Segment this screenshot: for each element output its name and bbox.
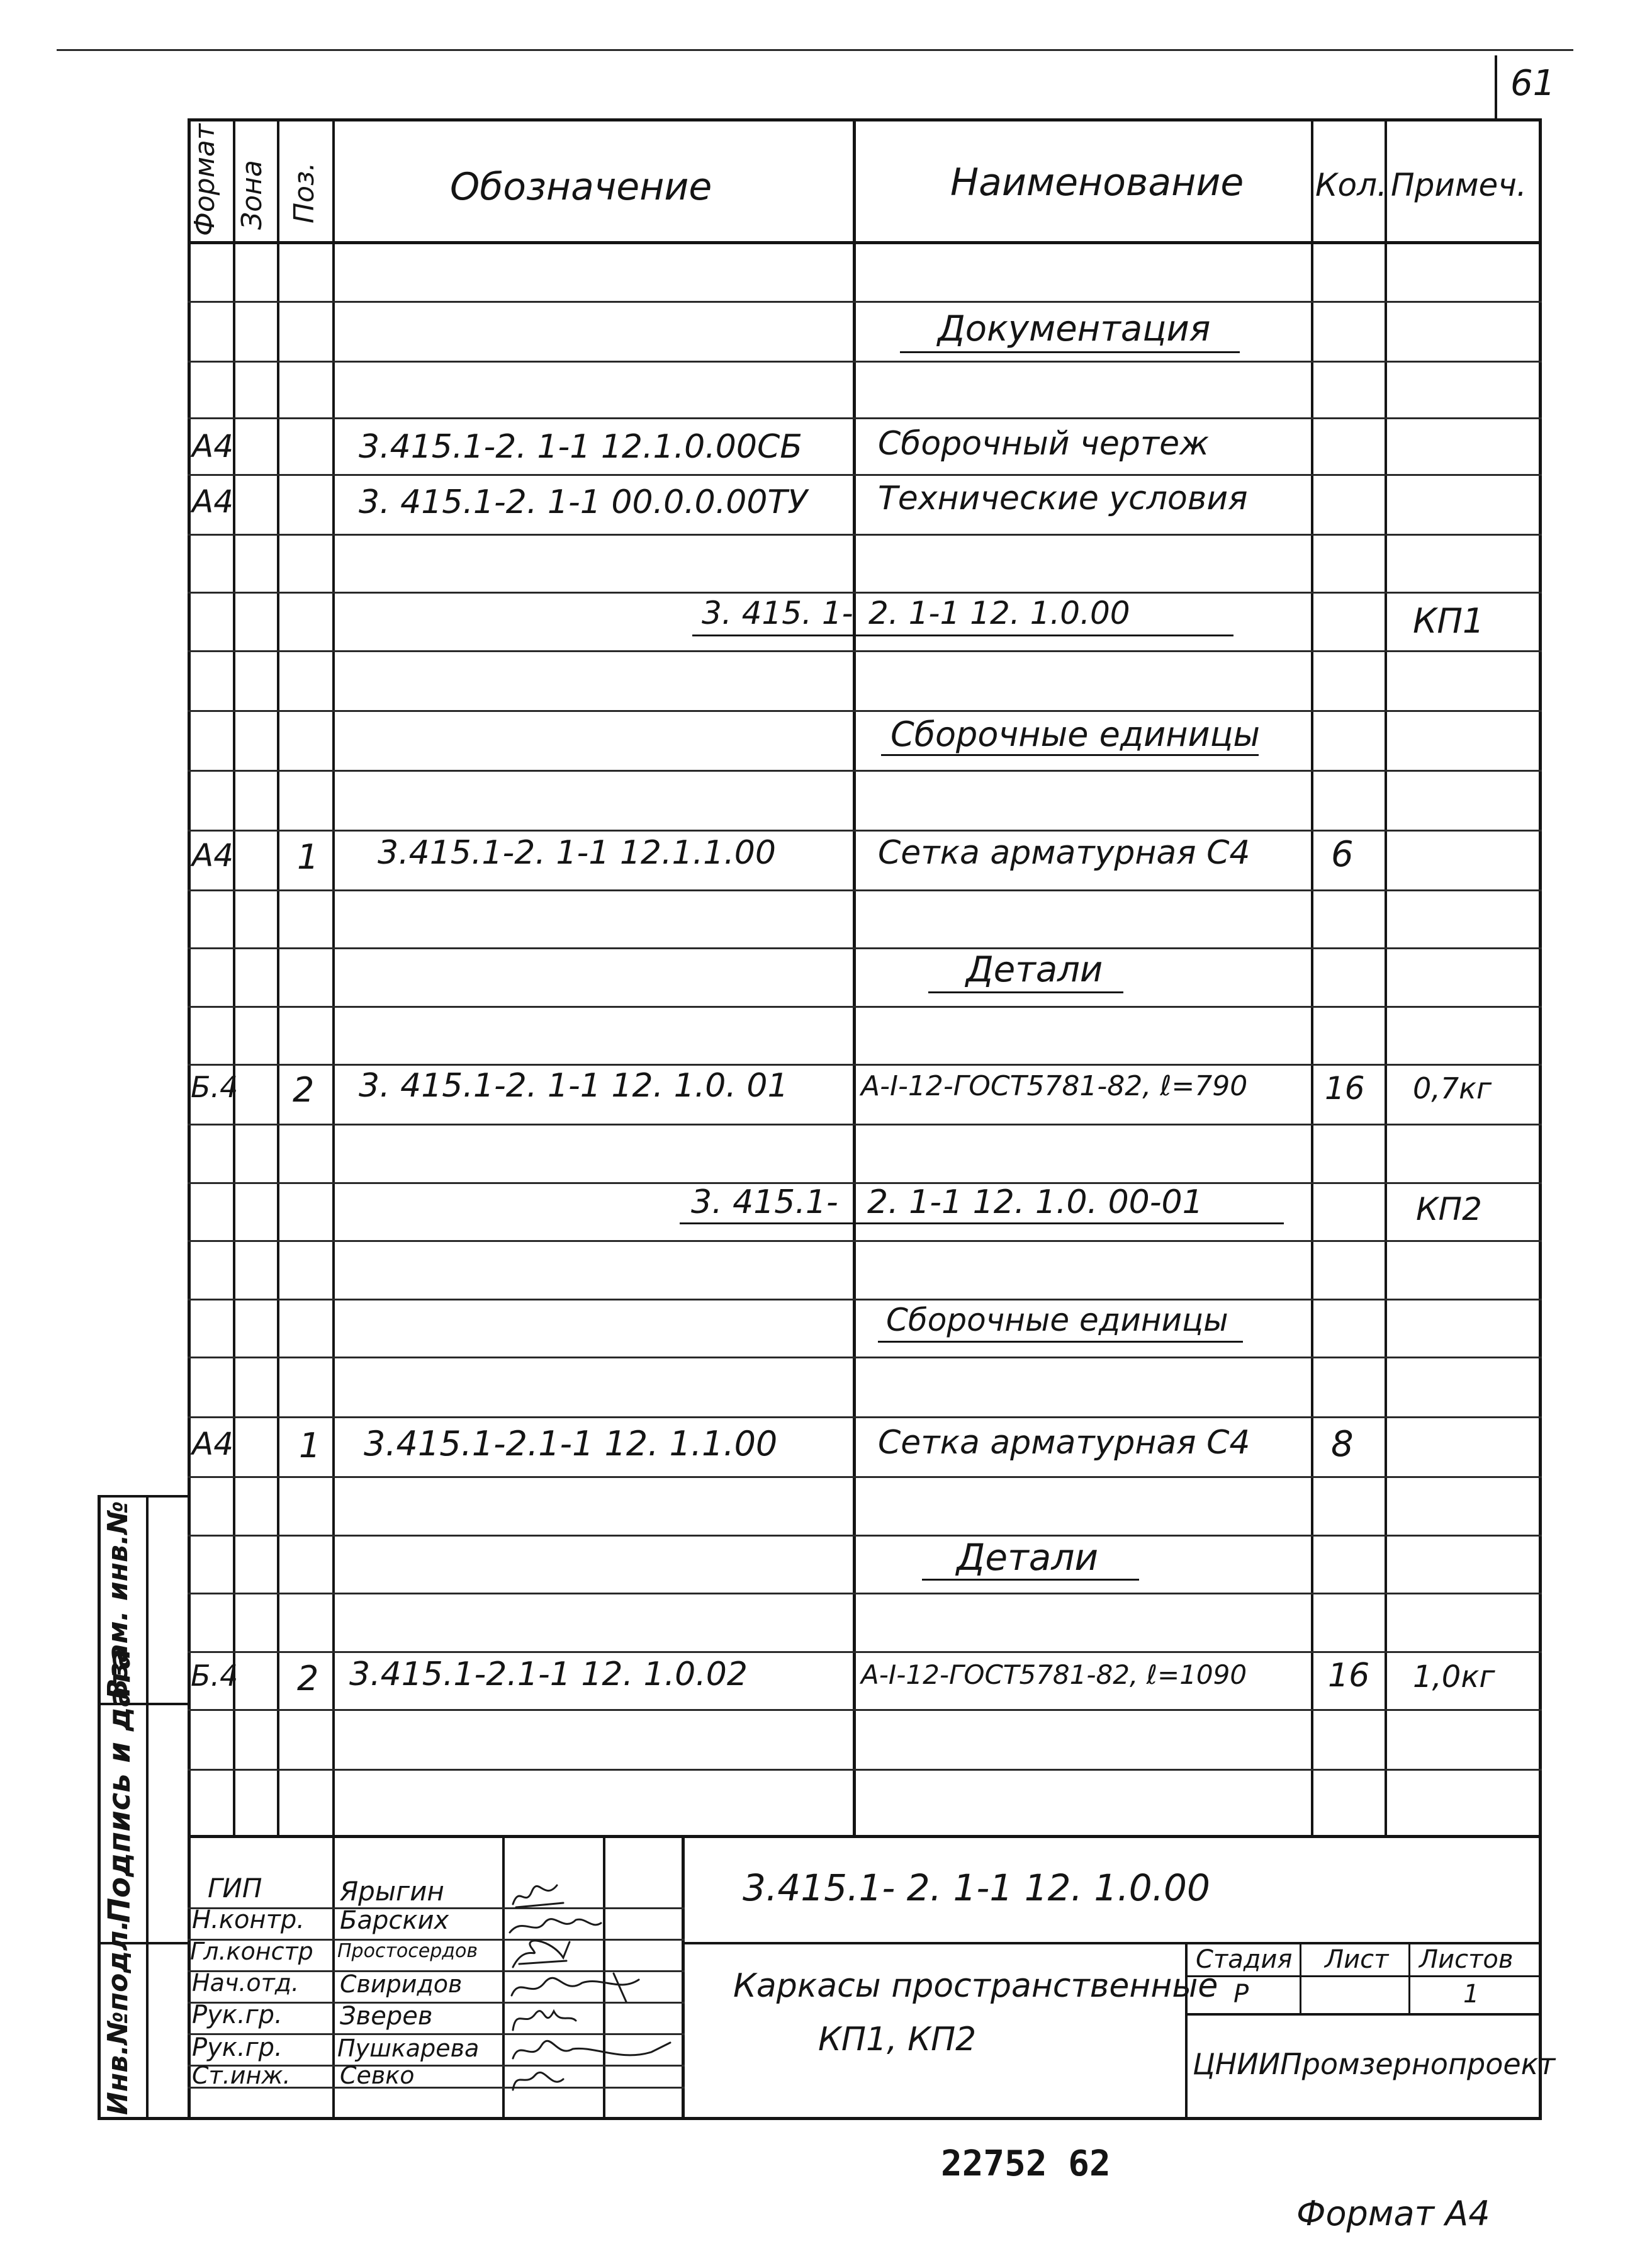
signature-7: [513, 2072, 563, 2090]
row-format: А4: [192, 837, 234, 874]
row-pos: 1: [297, 837, 319, 877]
tb-role: Рук.гр.: [192, 2033, 283, 2062]
tb-code-bottom: [682, 1942, 1542, 1944]
side-label-vzam-inv: Взам. инв.№: [102, 1501, 134, 1700]
row-designation: 3. 415.1-2. 1-1 12. 1.0. 01: [359, 1067, 789, 1105]
row-qty: 16: [1325, 1070, 1365, 1107]
tb-col-name: [502, 1835, 505, 2118]
row-format: А4: [192, 428, 234, 465]
row-format: А4: [192, 1426, 234, 1462]
tb-role: Ст.инж.: [192, 2062, 291, 2089]
section-details: Детали: [966, 949, 1103, 990]
row-qty: 6: [1331, 834, 1354, 875]
tb-role: ГИП: [208, 1873, 262, 1904]
section-assembly-units: Сборочные единицы: [886, 1302, 1228, 1338]
row-designation: 3. 415. 1-: [702, 595, 853, 631]
signature-2: [510, 1919, 601, 1932]
section-details: Детали: [957, 1536, 1099, 1579]
row-rule: [188, 1240, 1542, 1242]
side-label-podpis-data: Подпись и дата: [102, 1649, 137, 1923]
frame-bottom: [188, 2117, 1542, 2120]
tb-person: Пушкарева: [337, 2034, 480, 2062]
side-stamp-mid: [146, 1495, 149, 2120]
signature-6: [513, 2041, 670, 2058]
underline: [928, 991, 1123, 993]
tb-stage-value: Р: [1233, 1980, 1249, 2009]
tb-role: Н.контр.: [192, 1905, 305, 1934]
row-note: КП2: [1416, 1191, 1482, 1227]
row-rule: [188, 830, 1542, 832]
tb-col-date: [682, 1835, 685, 2118]
row-format: А4: [192, 483, 234, 520]
tb-sheets-label: Листов: [1419, 1945, 1514, 1974]
row-rule: [188, 301, 1542, 303]
row-name: 2. 1-1 12. 1.0. 00-01: [867, 1183, 1203, 1221]
col-sep-format: [233, 118, 235, 1838]
page-top-rule: [57, 49, 1573, 51]
signature-1: [513, 1885, 563, 1907]
section-assembly-units: Сборочные единицы: [891, 714, 1261, 754]
col-sep-qty: [1385, 118, 1387, 1838]
tb-role: Нач.отд.: [192, 1969, 300, 1997]
tb-info-col: [1408, 1942, 1410, 2014]
tb-role: Рук.гр.: [192, 2000, 283, 2029]
header-bottom: [188, 241, 1542, 244]
col-sep-zone: [277, 118, 279, 1838]
row-designation: 3.415.1-2. 1-1 12.1.1.00: [378, 834, 776, 872]
row-name: Сборочный чертеж: [878, 425, 1209, 463]
row-rule: [188, 1535, 1542, 1537]
row-note: 1,0кг: [1413, 1659, 1495, 1695]
signatures-drawing: [507, 1873, 677, 2118]
tb-person: Зверев: [340, 2002, 433, 2031]
row-rule: [188, 1593, 1542, 1594]
row-rule: [188, 534, 1542, 536]
tb-info-col: [1300, 1942, 1301, 2014]
tb-info-row: [1185, 2013, 1542, 2016]
header-format: Формат: [189, 123, 221, 236]
tb-title-line2: КП1, КП2: [818, 2021, 977, 2058]
row-note: КП1: [1413, 601, 1485, 641]
section-documentation: Документация: [938, 308, 1211, 349]
tb-person: Севко: [340, 2062, 415, 2089]
tb-person: Ярыгин: [340, 1876, 444, 1907]
side-stamp-left: [98, 1495, 101, 2120]
tb-info-row: [1185, 1975, 1542, 1977]
row-rule: [188, 889, 1542, 891]
row-rule: [188, 1357, 1542, 1358]
frame-top: [188, 118, 1542, 121]
row-rule: [188, 650, 1542, 652]
header-qty: Кол.: [1315, 167, 1387, 203]
header-name: Наименование: [950, 161, 1244, 205]
tb-stage-label: Стадия: [1196, 1945, 1293, 1974]
row-rule: [188, 1476, 1542, 1478]
row-rule: [188, 361, 1542, 363]
tb-col-role: [332, 1835, 335, 2118]
tb-sheet-label: Лист: [1325, 1945, 1389, 1974]
tb-organization: ЦНИИПромзернопроект: [1193, 2047, 1556, 2081]
footer-format: Формат А4: [1296, 2194, 1490, 2233]
row-rule: [188, 770, 1542, 772]
row-format: Б.4: [191, 1659, 239, 1693]
underline: [680, 1222, 1284, 1224]
row-pos: 2: [293, 1070, 315, 1110]
page-number-box-edge: [1495, 55, 1497, 118]
row-rule: [188, 1124, 1542, 1126]
row-rule: [188, 417, 1542, 419]
page-number: 61: [1510, 63, 1556, 104]
row-name: Сетка арматурная С4: [878, 834, 1250, 872]
underline: [922, 1579, 1139, 1581]
underline: [881, 754, 1259, 756]
signature-3: [513, 1941, 570, 1967]
row-qty: 8: [1331, 1424, 1354, 1465]
col-sep-name: [1311, 118, 1313, 1838]
row-pos: 2: [297, 1659, 319, 1698]
tb-document-code: 3.415.1- 2. 1-1 12. 1.0.00: [743, 1866, 1210, 1909]
tb-person: Барских: [340, 1906, 449, 1935]
row-name: 2. 1-1 12. 1.0.00: [868, 595, 1130, 631]
header-note: Примеч.: [1391, 167, 1527, 203]
tb-sheets-value: 1: [1463, 1980, 1480, 2009]
row-rule: [188, 1416, 1542, 1418]
row-designation: 3. 415.1-: [691, 1183, 838, 1221]
title-block-top: [188, 1835, 1542, 1838]
underline: [692, 635, 1233, 636]
row-name: Сетка арматурная С4: [878, 1424, 1250, 1462]
row-designation: 3. 415.1-2. 1-1 00.0.0.00ТУ: [359, 483, 807, 521]
row-rule: [188, 1182, 1542, 1184]
row-rule: [188, 710, 1542, 712]
signature-5: [513, 2011, 576, 2030]
row-designation: 3.415.1-2. 1-1 12.1.0.00СБ: [359, 428, 802, 466]
row-name: А-I-12-ГОСТ5781-82, ℓ=790: [861, 1070, 1248, 1102]
tb-role: Гл.констр: [190, 1938, 313, 1965]
row-designation: 3.415.1-2.1-1 12. 1.0.02: [349, 1656, 748, 1693]
row-rule: [188, 1709, 1542, 1711]
row-qty: 16: [1328, 1657, 1370, 1695]
row-rule: [188, 947, 1542, 949]
side-stamp-top: [98, 1495, 191, 1498]
row-format: Б.4: [191, 1070, 239, 1104]
tb-title-line1: Каркасы пространственные: [733, 1967, 1218, 2005]
row-rule: [188, 592, 1542, 594]
header-pos: Поз.: [288, 162, 320, 223]
row-name: Технические условия: [878, 480, 1248, 517]
row-note: 0,7кг: [1413, 1071, 1492, 1105]
row-rule: [188, 1651, 1542, 1653]
col-sep-designation: [853, 118, 856, 1838]
footer-number: 22752 62: [941, 2143, 1111, 2184]
tb-person: Простосердов: [337, 1940, 478, 1962]
side-label-inv-podl: Инв.№подл.: [102, 1920, 134, 2115]
signature-4: [512, 1973, 639, 2002]
row-rule: [188, 1006, 1542, 1008]
row-rule: [188, 1299, 1542, 1300]
tb-person: Свиридов: [340, 1970, 463, 1998]
frame-right: [1539, 118, 1542, 1838]
row-rule: [188, 1064, 1542, 1066]
header-designation: Обозначение: [450, 165, 712, 209]
row-pos: 1: [299, 1426, 321, 1465]
row-rule: [188, 1769, 1542, 1771]
row-name: А-I-12-ГОСТ5781-82, ℓ=1090: [861, 1659, 1247, 1690]
header-zone: Зона: [236, 160, 268, 230]
underline: [900, 351, 1240, 353]
row-rule: [188, 474, 1542, 476]
row-designation: 3.415.1-2.1-1 12. 1.1.00: [364, 1424, 778, 1464]
side-stamp-bottom: [98, 2117, 191, 2120]
underline: [878, 1341, 1243, 1343]
